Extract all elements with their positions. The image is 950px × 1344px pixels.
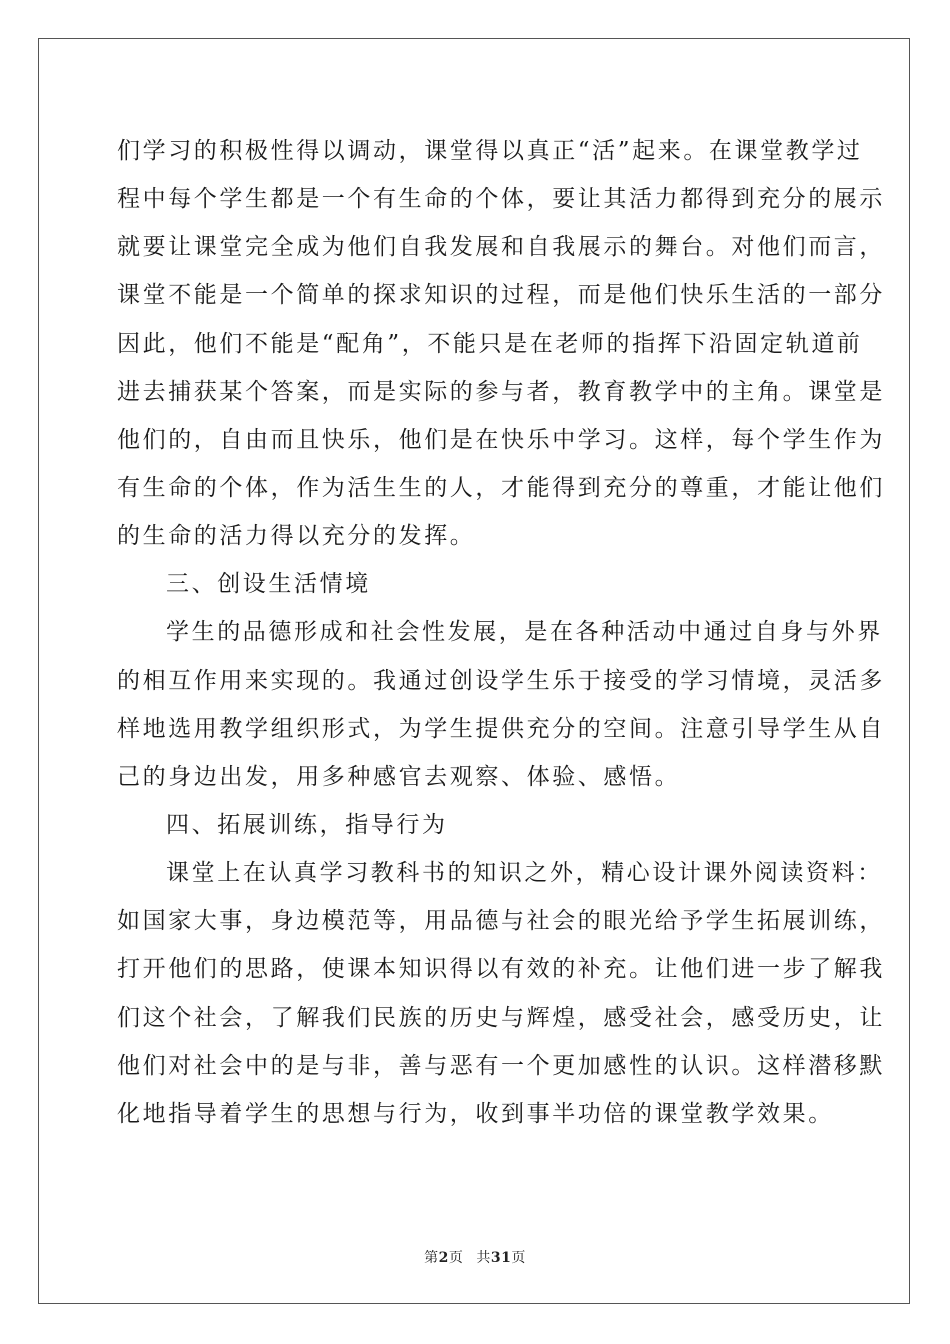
- page-footer: [0, 1247, 950, 1267]
- text-line: 如国家大事，身边模范等，用品德与社会的眼光给予学生拓展训练，: [117, 908, 885, 935]
- text-line: 他们的，自由而且快乐，他们是在快乐中学习。这样，每个学生作为: [117, 426, 885, 453]
- text-line: 有生命的个体，作为活生生的人，才能得到充分的尊重，才能让他们: [117, 474, 885, 501]
- page-suffix: 页: [448, 1250, 464, 1266]
- page-indicator: [424, 1250, 463, 1266]
- total-number: 31: [490, 1250, 512, 1266]
- text-line: 的相互作用来实现的。我通过创设学生乐于接受的学习情境，灵活多: [117, 667, 885, 694]
- text-line: 他们对社会中的是与非，善与恶有一个更加感性的认识。这样潜移默: [117, 1052, 885, 1079]
- text-line: 化地指导着学生的思想与行为，收到事半功倍的课堂教学效果。: [117, 1100, 834, 1127]
- text-line: 课堂上在认真学习教科书的知识之外，精心设计课外阅读资料：: [166, 860, 883, 887]
- section-heading: 四、拓展训练，指导行为: [166, 811, 448, 838]
- section-heading: 三、创设生活情境: [166, 571, 371, 598]
- document-body: [117, 127, 885, 1138]
- text-line: 的生命的活力得以充分的发挥。: [117, 523, 476, 550]
- text-line: 程中每个学生都是一个有生命的个体，要让其活力都得到充分的展示: [117, 186, 885, 213]
- text-line: 们这个社会，了解我们民族的历史与辉煌，感受社会，感受历史，让: [117, 1004, 885, 1031]
- text-line: 样地选用教学组织形式，为学生提供充分的空间。注意引导学生从自: [117, 715, 885, 742]
- text-line: 们学习的积极性得以调动，课堂得以真正“活”起来。在课堂教学过: [117, 138, 863, 164]
- page-number: 2: [438, 1250, 449, 1266]
- text-line: 课堂不能是一个简单的探求知识的过程，而是他们快乐生活的一部分: [117, 282, 885, 309]
- total-pages: [476, 1250, 525, 1266]
- page-prefix: 第: [424, 1250, 439, 1266]
- text-line: 学生的品德形成和社会性发展，是在各种活动中通过自身与外界: [166, 619, 883, 646]
- text-line: 己的身边出发，用多种感官去观察、体验、感悟。: [117, 763, 681, 790]
- total-suffix: 页: [511, 1250, 526, 1266]
- text-line: 打开他们的思路，使课本知识得以有效的补充。让他们进一步了解我: [117, 956, 885, 983]
- text-line: 进去捕获某个答案，而是实际的参与者，教育教学中的主角。课堂是: [117, 378, 885, 405]
- text-line: 就要让课堂完全成为他们自我发展和自我展示的舞台。对他们而言，: [117, 234, 885, 261]
- total-prefix: 共: [476, 1250, 491, 1266]
- text-line: 因此，他们不能是“配角”，不能只是在老师的指挥下沿固定轨道前: [117, 330, 863, 357]
